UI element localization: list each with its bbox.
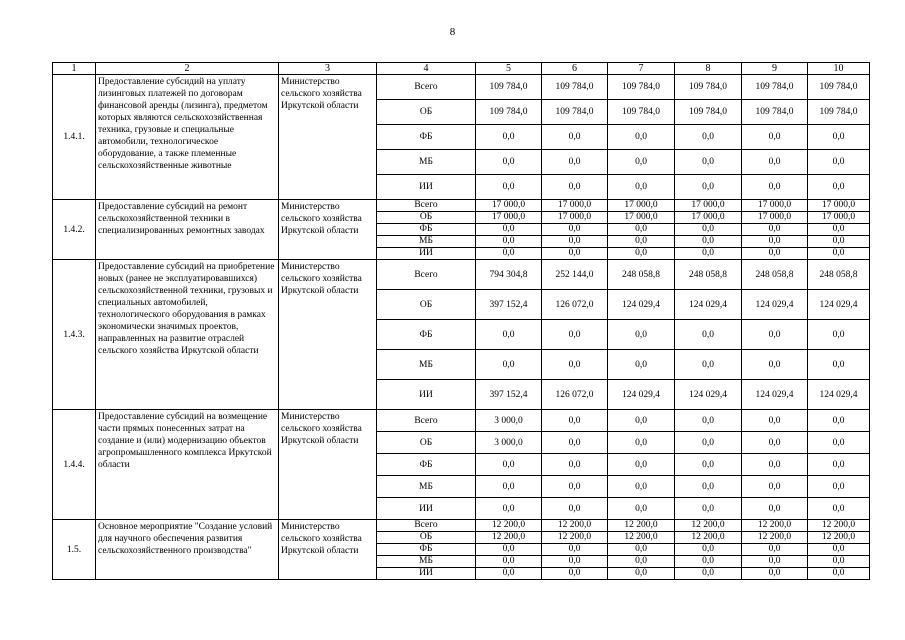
- header-row: [53, 63, 870, 75]
- amount-cell: 0,0: [608, 125, 675, 150]
- amount-cell: 17 000,0: [742, 200, 808, 212]
- amount-cell: 0,0: [542, 320, 608, 350]
- amount-cell: 0,0: [808, 320, 870, 350]
- amount-cell: 124 029,4: [742, 380, 808, 410]
- amount-cell: 0,0: [476, 568, 542, 580]
- header-cell: 9: [742, 63, 808, 75]
- funding-source: ОБ: [377, 532, 476, 544]
- table-row: [53, 410, 870, 432]
- amount-cell: 0,0: [476, 498, 542, 520]
- amount-cell: 0,0: [608, 454, 675, 476]
- amount-cell: 3 000,0: [476, 432, 542, 454]
- amount-cell: 0,0: [476, 350, 542, 380]
- amount-cell: 0,0: [808, 224, 870, 236]
- amount-cell: 17 000,0: [675, 212, 742, 224]
- item-description: Предоставление субсидий на приобретение новых (ранее не эксплуатировавшихся) сельскохозяйственной техники, грузовых и специальных автомобилей, технологического оборудования в рамках экономически значимых проектов, направленных на развитие отраслей сельского хозяйства Иркутской области: [96, 260, 279, 410]
- amount-cell: 0,0: [608, 432, 675, 454]
- item-description: Предоставление субсидий на ремонт сельскохозяйственной техники в специализированных ремонтных заводах: [96, 200, 279, 260]
- amount-cell: 12 200,0: [608, 520, 675, 532]
- amount-cell: 12 200,0: [808, 520, 870, 532]
- header-cell: 5: [476, 63, 542, 75]
- amount-cell: 248 058,8: [675, 260, 742, 290]
- amount-cell: 0,0: [476, 556, 542, 568]
- responsible-executor: Министерство сельского хозяйства Иркутской области: [279, 520, 377, 580]
- amount-cell: 794 304,8: [476, 260, 542, 290]
- table-row: [53, 200, 870, 212]
- amount-cell: 248 058,8: [742, 260, 808, 290]
- amount-cell: 0,0: [542, 556, 608, 568]
- amount-cell: 12 200,0: [675, 520, 742, 532]
- amount-cell: 0,0: [542, 248, 608, 260]
- funding-source: МБ: [377, 556, 476, 568]
- amount-cell: 109 784,0: [808, 75, 870, 100]
- amount-cell: 0,0: [476, 476, 542, 498]
- amount-cell: 0,0: [608, 236, 675, 248]
- amount-cell: 0,0: [476, 320, 542, 350]
- amount-cell: 0,0: [476, 236, 542, 248]
- funding-source: МБ: [377, 476, 476, 498]
- amount-cell: 0,0: [608, 224, 675, 236]
- amount-cell: 0,0: [476, 150, 542, 175]
- amount-cell: 17 000,0: [608, 212, 675, 224]
- amount-cell: 0,0: [742, 175, 808, 200]
- amount-cell: 0,0: [742, 568, 808, 580]
- funding-source: Всего: [377, 520, 476, 532]
- amount-cell: 0,0: [742, 432, 808, 454]
- amount-cell: 0,0: [542, 150, 608, 175]
- responsible-executor: Министерство сельского хозяйства Иркутской области: [279, 260, 377, 410]
- amount-cell: 3 000,0: [476, 410, 542, 432]
- amount-cell: 0,0: [675, 410, 742, 432]
- funding-source: МБ: [377, 350, 476, 380]
- item-number: 1.5.: [53, 520, 96, 580]
- amount-cell: 0,0: [608, 410, 675, 432]
- amount-cell: 109 784,0: [675, 100, 742, 125]
- amount-cell: 0,0: [808, 432, 870, 454]
- amount-cell: 0,0: [542, 224, 608, 236]
- amount-cell: 248 058,8: [608, 260, 675, 290]
- amount-cell: 0,0: [675, 248, 742, 260]
- amount-cell: 0,0: [675, 544, 742, 556]
- funding-source: ОБ: [377, 290, 476, 320]
- amount-cell: 0,0: [808, 410, 870, 432]
- header-cell: 2: [96, 63, 279, 75]
- amount-cell: 126 072,0: [542, 290, 608, 320]
- amount-cell: 0,0: [675, 175, 742, 200]
- amount-cell: 109 784,0: [542, 100, 608, 125]
- amount-cell: 17 000,0: [476, 200, 542, 212]
- funding-source: ИИ: [377, 175, 476, 200]
- amount-cell: 0,0: [808, 544, 870, 556]
- amount-cell: 0,0: [742, 476, 808, 498]
- amount-cell: 0,0: [808, 454, 870, 476]
- amount-cell: 109 784,0: [476, 100, 542, 125]
- amount-cell: 0,0: [608, 544, 675, 556]
- amount-cell: 0,0: [542, 175, 608, 200]
- amount-cell: 12 200,0: [542, 520, 608, 532]
- amount-cell: 0,0: [742, 556, 808, 568]
- amount-cell: 17 000,0: [542, 200, 608, 212]
- amount-cell: 17 000,0: [476, 212, 542, 224]
- amount-cell: 0,0: [542, 476, 608, 498]
- amount-cell: 0,0: [742, 125, 808, 150]
- amount-cell: 397 152,4: [476, 380, 542, 410]
- funding-source: Всего: [377, 200, 476, 212]
- funding-source: ОБ: [377, 212, 476, 224]
- amount-cell: 0,0: [675, 320, 742, 350]
- amount-cell: 17 000,0: [675, 200, 742, 212]
- amount-cell: 12 200,0: [476, 520, 542, 532]
- amount-cell: 0,0: [476, 248, 542, 260]
- amount-cell: 0,0: [742, 498, 808, 520]
- amount-cell: 0,0: [476, 454, 542, 476]
- funding-source: ИИ: [377, 568, 476, 580]
- amount-cell: 248 058,8: [808, 260, 870, 290]
- amount-cell: 0,0: [742, 150, 808, 175]
- funding-source: ФБ: [377, 125, 476, 150]
- amount-cell: 0,0: [542, 125, 608, 150]
- funding-source: ИИ: [377, 248, 476, 260]
- item-description: Основное мероприятие "Создание условий для научного обеспечения развития сельскохозяйственного производства": [96, 520, 279, 580]
- header-cell: 6: [542, 63, 608, 75]
- amount-cell: 0,0: [808, 568, 870, 580]
- table-row: [53, 75, 870, 100]
- amount-cell: 0,0: [808, 350, 870, 380]
- amount-cell: 109 784,0: [742, 75, 808, 100]
- funding-source: ФБ: [377, 320, 476, 350]
- amount-cell: 109 784,0: [808, 100, 870, 125]
- amount-cell: 0,0: [742, 410, 808, 432]
- amount-cell: 109 784,0: [608, 100, 675, 125]
- amount-cell: 0,0: [542, 410, 608, 432]
- amount-cell: 0,0: [742, 454, 808, 476]
- table-row: [53, 260, 870, 290]
- amount-cell: 0,0: [742, 224, 808, 236]
- amount-cell: 0,0: [675, 498, 742, 520]
- amount-cell: 0,0: [542, 454, 608, 476]
- table-body: [53, 63, 870, 580]
- funding-source: ОБ: [377, 432, 476, 454]
- amount-cell: 0,0: [742, 350, 808, 380]
- amount-cell: 12 200,0: [742, 532, 808, 544]
- amount-cell: 0,0: [542, 498, 608, 520]
- responsible-executor: Министерство сельского хозяйства Иркутской области: [279, 410, 377, 520]
- funding-source: ОБ: [377, 100, 476, 125]
- amount-cell: 0,0: [675, 568, 742, 580]
- amount-cell: 124 029,4: [608, 290, 675, 320]
- amount-cell: 0,0: [675, 432, 742, 454]
- amount-cell: 0,0: [808, 248, 870, 260]
- amount-cell: 0,0: [476, 224, 542, 236]
- funding-source: Всего: [377, 260, 476, 290]
- header-cell: 7: [608, 63, 675, 75]
- amount-cell: 397 152,4: [476, 290, 542, 320]
- header-cell: 10: [808, 63, 870, 75]
- amount-cell: 0,0: [808, 498, 870, 520]
- amount-cell: 0,0: [542, 432, 608, 454]
- amount-cell: 124 029,4: [675, 380, 742, 410]
- amount-cell: 0,0: [542, 350, 608, 380]
- amount-cell: 0,0: [808, 175, 870, 200]
- amount-cell: 109 784,0: [542, 75, 608, 100]
- amount-cell: 109 784,0: [742, 100, 808, 125]
- amount-cell: 17 000,0: [808, 212, 870, 224]
- item-number: 1.4.1.: [53, 75, 96, 200]
- amount-cell: 124 029,4: [608, 380, 675, 410]
- item-number: 1.4.3.: [53, 260, 96, 410]
- item-description: Предоставление субсидий на возмещение части прямых понесенных затрат на создание и (или) модернизацию объектов агропромышленного комплекса Иркутской области: [96, 410, 279, 520]
- amount-cell: 0,0: [608, 556, 675, 568]
- amount-cell: 12 200,0: [608, 532, 675, 544]
- amount-cell: 0,0: [476, 175, 542, 200]
- item-number: 1.4.2.: [53, 200, 96, 260]
- amount-cell: 0,0: [742, 248, 808, 260]
- amount-cell: 0,0: [808, 556, 870, 568]
- amount-cell: 17 000,0: [542, 212, 608, 224]
- amount-cell: 0,0: [675, 350, 742, 380]
- amount-cell: 0,0: [675, 476, 742, 498]
- amount-cell: 0,0: [808, 476, 870, 498]
- funding-source: ИИ: [377, 498, 476, 520]
- amount-cell: 0,0: [608, 476, 675, 498]
- funding-source: ФБ: [377, 454, 476, 476]
- amount-cell: 126 072,0: [542, 380, 608, 410]
- header-cell: 3: [279, 63, 377, 75]
- amount-cell: 109 784,0: [675, 75, 742, 100]
- amount-cell: 0,0: [476, 544, 542, 556]
- funding-source: ФБ: [377, 224, 476, 236]
- budget-table: [52, 62, 870, 580]
- amount-cell: 0,0: [808, 125, 870, 150]
- amount-cell: 124 029,4: [808, 380, 870, 410]
- amount-cell: 0,0: [542, 568, 608, 580]
- amount-cell: 0,0: [742, 544, 808, 556]
- amount-cell: 0,0: [608, 498, 675, 520]
- amount-cell: 0,0: [808, 236, 870, 248]
- funding-source: ФБ: [377, 544, 476, 556]
- page-number: 8: [449, 26, 456, 38]
- header-cell: 4: [377, 63, 476, 75]
- table-row: [53, 520, 870, 532]
- amount-cell: 0,0: [675, 556, 742, 568]
- funding-source: МБ: [377, 236, 476, 248]
- responsible-executor: Министерство сельского хозяйства Иркутской области: [279, 200, 377, 260]
- amount-cell: 0,0: [742, 320, 808, 350]
- item-number: 1.4.4.: [53, 410, 96, 520]
- amount-cell: 0,0: [808, 150, 870, 175]
- amount-cell: 0,0: [608, 568, 675, 580]
- amount-cell: 109 784,0: [608, 75, 675, 100]
- amount-cell: 12 200,0: [476, 532, 542, 544]
- amount-cell: 0,0: [742, 236, 808, 248]
- header-cell: 8: [675, 63, 742, 75]
- funding-source: МБ: [377, 150, 476, 175]
- item-description: Предоставление субсидий на уплату лизинговых платежей по договорам финансовой аренды (лизинга), предметом которых являются сельскохозяйственная техника, грузовые и специальные автомобили, технологическое оборудование, а также племенные сельскохозяйственные животные: [96, 75, 279, 200]
- amount-cell: 12 200,0: [675, 532, 742, 544]
- responsible-executor: Министерство сельского хозяйства Иркутской области: [279, 75, 377, 200]
- amount-cell: 0,0: [675, 236, 742, 248]
- amount-cell: 124 029,4: [675, 290, 742, 320]
- amount-cell: 0,0: [608, 248, 675, 260]
- amount-cell: 124 029,4: [742, 290, 808, 320]
- amount-cell: 124 029,4: [808, 290, 870, 320]
- funding-source: Всего: [377, 75, 476, 100]
- amount-cell: 17 000,0: [608, 200, 675, 212]
- amount-cell: 17 000,0: [808, 200, 870, 212]
- amount-cell: 0,0: [608, 350, 675, 380]
- funding-source: ИИ: [377, 380, 476, 410]
- amount-cell: 12 200,0: [742, 520, 808, 532]
- amount-cell: 0,0: [542, 236, 608, 248]
- amount-cell: 109 784,0: [476, 75, 542, 100]
- amount-cell: 0,0: [608, 320, 675, 350]
- amount-cell: 17 000,0: [742, 212, 808, 224]
- amount-cell: 0,0: [675, 454, 742, 476]
- funding-source: Всего: [377, 410, 476, 432]
- amount-cell: 0,0: [675, 224, 742, 236]
- amount-cell: 252 144,0: [542, 260, 608, 290]
- amount-cell: 0,0: [542, 544, 608, 556]
- amount-cell: 0,0: [608, 175, 675, 200]
- amount-cell: 0,0: [675, 125, 742, 150]
- amount-cell: 12 200,0: [542, 532, 608, 544]
- amount-cell: 0,0: [608, 150, 675, 175]
- amount-cell: 0,0: [476, 125, 542, 150]
- amount-cell: 0,0: [675, 150, 742, 175]
- header-cell: 1: [53, 63, 96, 75]
- amount-cell: 12 200,0: [808, 532, 870, 544]
